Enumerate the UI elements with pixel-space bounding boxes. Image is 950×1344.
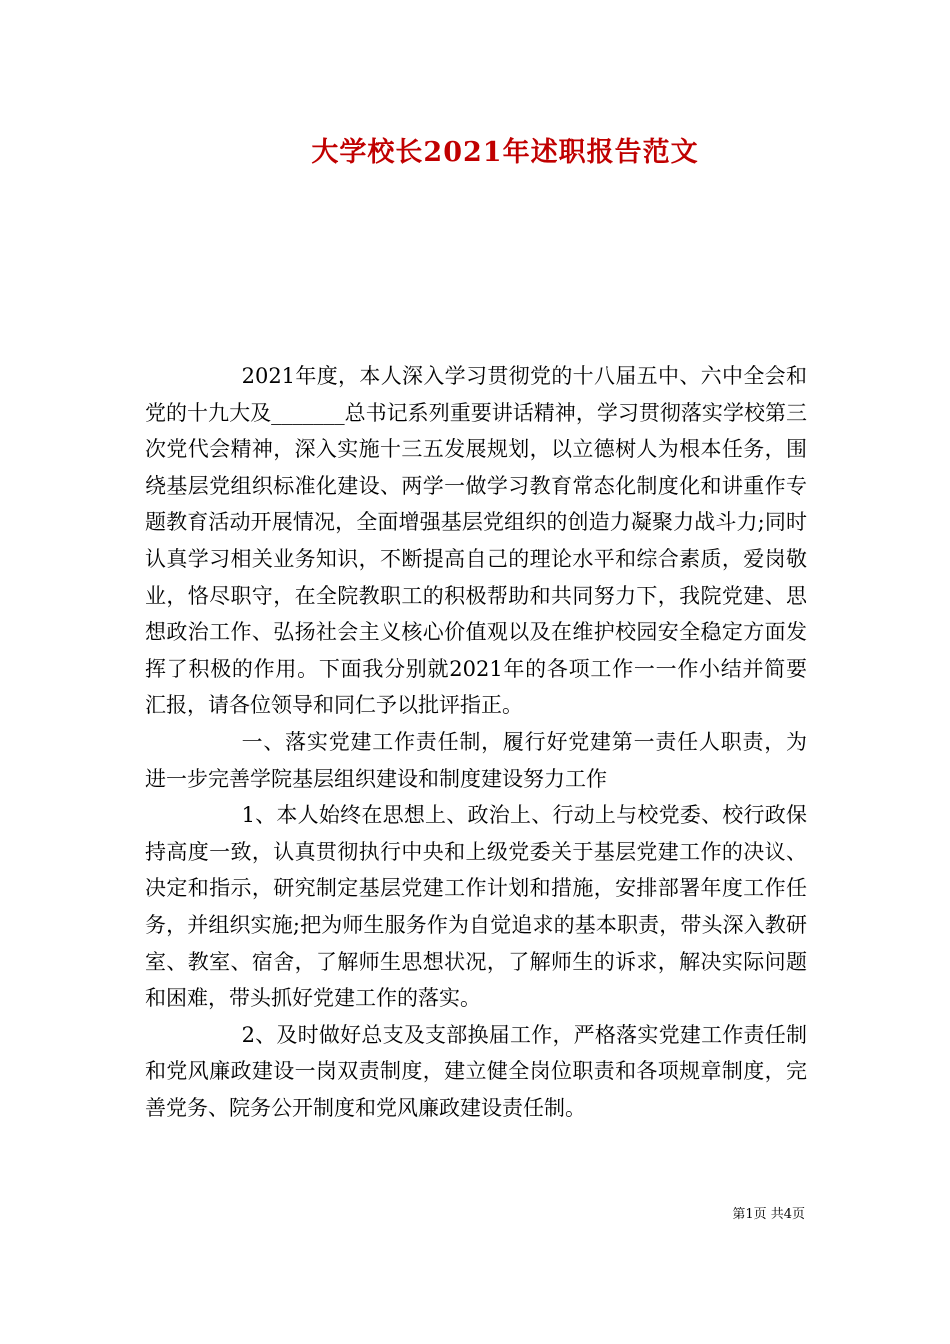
document-title: 大学校长2021年述职报告范文 xyxy=(311,137,699,168)
page-number-footer: 第1页 共4页 xyxy=(732,1207,805,1222)
paragraph-item-1: 1、本人始终在思想上、政治上、行动上与校党委、校行政保持高度一致，认真贯彻执行中央和上级党委关于基层党建工作的决议、决定和指示，研究制定基层党建工作计划和措施，安排部署年度工作任务，并组织实施;把为师生服务作为自觉追求的基本职责，带头深入教研室、教室、宿舍，了解师生思想状况，了解师生的诉求，解决实际问题和困难，带头抓好党建工作的落实。 xyxy=(145,803,807,1011)
document-body xyxy=(145,358,807,1126)
paragraph-section-heading: 一、落实党建工作责任制，履行好党建第一责任人职责，为进一步完善学院基层组织建设和制度建设努力工作 xyxy=(145,729,807,791)
paragraph-intro: 2021年度，本人深入学习贯彻党的十八届五中、六中全会和党的十九大及_______总书记系列重要讲话精神，学习贯彻落实学校第三次党代会精神，深入实施十三五发展规划，以立德树人为根本任务，围绕基层党组织标准化建设、两学一做学习教育常态化制度化和讲重作专题教育活动开展情况，全面增强基层党组织的创造力凝聚力战斗力;同时认真学习相关业务知识，不断提高自己的理论水平和综合素质，爱岗敬业，恪尽职守，在全院教职工的积极帮助和共同努力下，我院党建、思想政治工作、弘扬社会主义核心价值观以及在维护校园安全稳定方面发挥了积极的作用。下面我分别就2021年的各项工作一一作小结并简要汇报，请各位领导和同仁予以批评指正。 xyxy=(145,364,807,718)
paragraph-item-2: 2、及时做好总支及支部换届工作，严格落实党建工作责任制和党风廉政建设一岗双责制度，建立健全岗位职责和各项规章制度，完善党务、院务公开制度和党风廉政建设责任制。 xyxy=(145,1022,807,1120)
